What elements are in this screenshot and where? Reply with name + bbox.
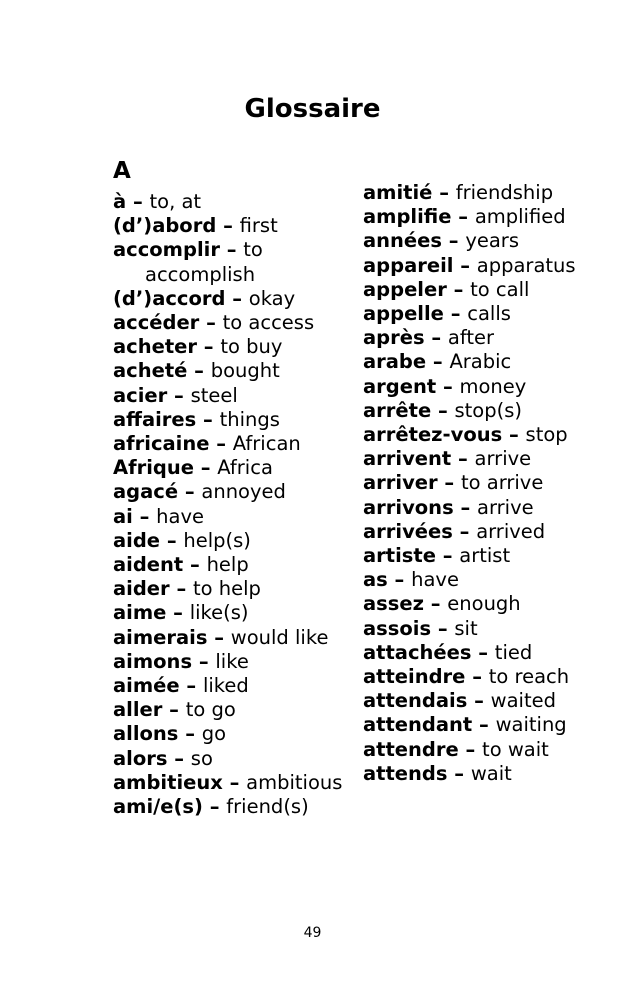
glossary-entry xyxy=(113,577,358,601)
glossary-term: aimerais xyxy=(113,625,208,649)
glossary-term: acheter xyxy=(113,335,197,359)
glossary-entry xyxy=(363,544,588,568)
glossary-entry xyxy=(363,326,588,350)
term-separator: – xyxy=(436,374,460,398)
glossary-definition: like xyxy=(215,649,249,673)
glossary-definition: to accomplish xyxy=(145,238,263,286)
glossary-entry xyxy=(363,302,588,326)
glossary-definition: arrive xyxy=(474,447,532,471)
glossary-entry xyxy=(113,771,358,795)
glossary-term: aller xyxy=(113,698,163,722)
glossary-definition: after xyxy=(447,326,495,350)
term-separator: – xyxy=(216,214,240,238)
term-separator: – xyxy=(178,722,202,746)
term-separator: – xyxy=(424,326,448,350)
section-letter-heading: A xyxy=(113,158,131,184)
term-separator: – xyxy=(502,423,526,447)
glossary-entry xyxy=(363,399,588,423)
glossary-definition: African xyxy=(232,432,301,456)
glossary-definition: bought xyxy=(210,359,280,383)
glossary-entry xyxy=(363,617,588,641)
glossary-entry xyxy=(363,471,588,495)
glossary-definition: to buy xyxy=(220,335,283,359)
term-separator: – xyxy=(441,229,466,253)
glossary-term: aime xyxy=(113,601,167,625)
glossary-term: acier xyxy=(113,383,168,407)
glossary-term: (d’)accord xyxy=(113,286,226,310)
glossary-entry xyxy=(113,238,358,286)
term-separator: – xyxy=(472,713,496,737)
glossary-entry xyxy=(363,738,588,762)
glossary-term: appeler xyxy=(363,277,447,301)
term-separator: – xyxy=(209,432,233,456)
glossary-entry xyxy=(363,641,588,665)
term-separator: – xyxy=(126,190,150,213)
glossary-term: aident xyxy=(113,553,184,577)
term-separator: – xyxy=(160,528,184,552)
glossary-term: accéder xyxy=(113,311,200,335)
glossary-entry xyxy=(363,375,588,399)
glossary-term: alors xyxy=(113,746,168,770)
glossary-term: affaires xyxy=(113,407,197,431)
term-separator: – xyxy=(225,286,249,310)
glossary-definition: okay xyxy=(248,286,296,310)
glossary-entry xyxy=(113,747,358,771)
glossary-definition: money xyxy=(459,374,527,398)
term-separator: – xyxy=(451,205,475,229)
glossary-definition: to go xyxy=(185,698,236,722)
glossary-definition: to access xyxy=(222,311,315,335)
glossary-entry xyxy=(113,505,358,529)
glossary-definition: things xyxy=(219,407,280,431)
glossary-entry xyxy=(113,408,358,432)
term-separator: – xyxy=(162,698,186,722)
glossary-term: attendais xyxy=(363,689,468,713)
term-separator: – xyxy=(183,553,207,577)
term-separator: – xyxy=(169,577,193,601)
glossary-term: arrivent xyxy=(363,447,452,471)
glossary-definition: apparatus xyxy=(476,253,576,277)
glossary-term: aimée xyxy=(113,674,180,698)
glossary-term: arriver xyxy=(363,471,438,495)
glossary-term: à xyxy=(113,190,127,213)
glossary-definition: would like xyxy=(230,625,329,649)
glossary-entry xyxy=(113,795,358,819)
glossary-definition: help(s) xyxy=(183,528,251,552)
glossary-entry xyxy=(113,287,358,311)
glossary-entry xyxy=(363,278,588,302)
glossary-definition: waited xyxy=(490,689,556,713)
glossary-entry xyxy=(113,650,358,674)
glossary-term: accomplir xyxy=(113,238,220,262)
glossary-definition: like(s) xyxy=(189,601,249,625)
glossary-definition: amplified xyxy=(474,205,566,229)
page-number: 49 xyxy=(303,925,322,941)
glossary-term: appelle xyxy=(363,302,444,326)
glossary-term: années xyxy=(363,229,442,253)
glossary-entry xyxy=(363,350,588,374)
term-separator: – xyxy=(453,253,477,277)
glossary-term: arrivons xyxy=(363,495,454,519)
glossary-definition: enough xyxy=(447,592,521,616)
glossary-entry xyxy=(113,335,358,359)
glossary-definition: steel xyxy=(190,383,238,407)
glossary-term: assez xyxy=(363,592,424,616)
glossary-entry xyxy=(113,480,358,504)
glossary-definition: to wait xyxy=(482,737,549,761)
term-separator: – xyxy=(187,359,211,383)
glossary-entry xyxy=(363,423,588,447)
glossary-entry xyxy=(363,762,588,786)
term-separator: – xyxy=(452,519,477,543)
term-separator: – xyxy=(167,746,191,770)
glossary-definition: to arrive xyxy=(460,471,544,495)
glossary-term: ami/e(s) xyxy=(113,795,203,819)
term-separator: – xyxy=(458,737,483,761)
glossary-term: atteindre xyxy=(363,665,466,689)
glossary-entry xyxy=(113,384,358,408)
glossary-entry xyxy=(113,698,358,722)
term-separator: – xyxy=(426,350,450,374)
glossary-term: artiste xyxy=(363,544,436,568)
term-separator: – xyxy=(435,544,460,568)
term-separator: – xyxy=(192,649,216,673)
glossary-definition: arrived xyxy=(476,519,546,543)
glossary-term: as xyxy=(363,568,388,592)
glossary-term: appareil xyxy=(363,253,454,277)
glossary-definition: friendship xyxy=(455,181,554,204)
term-separator: – xyxy=(451,447,475,471)
glossary-column-right xyxy=(363,181,588,786)
glossary-definition: liked xyxy=(202,674,249,698)
term-separator: – xyxy=(453,495,478,519)
glossary-term: agacé xyxy=(113,480,179,504)
term-separator: – xyxy=(193,456,218,480)
glossary-definition: Arabic xyxy=(449,350,512,374)
glossary-entry xyxy=(363,205,588,229)
glossary-definition: ambitious xyxy=(246,770,343,794)
term-separator: – xyxy=(166,601,190,625)
term-separator: – xyxy=(467,689,491,713)
glossary-term: attends xyxy=(363,761,448,785)
glossary-entry xyxy=(363,520,588,544)
glossary-entry xyxy=(113,529,358,553)
glossary-entry xyxy=(363,689,588,713)
glossary-entry xyxy=(363,254,588,278)
glossary-term: après xyxy=(363,326,425,350)
glossary-entry xyxy=(363,665,588,689)
term-separator: – xyxy=(471,640,495,664)
glossary-definition: annoyed xyxy=(201,480,286,504)
term-separator: – xyxy=(197,335,221,359)
term-separator: – xyxy=(207,625,231,649)
glossary-term: attendre xyxy=(363,737,459,761)
glossary-definition: first xyxy=(239,214,278,238)
glossary-definition: artist xyxy=(459,544,511,568)
glossary-definition: stop xyxy=(525,423,568,447)
term-separator: – xyxy=(423,592,448,616)
term-separator: – xyxy=(446,277,471,301)
glossary-definition: wait xyxy=(470,761,512,785)
glossary-entry xyxy=(113,674,358,698)
glossary-definition: Africa xyxy=(217,456,273,480)
term-separator: – xyxy=(196,407,220,431)
glossary-definition: friend(s) xyxy=(226,795,309,819)
glossary-definition: arrive xyxy=(477,495,534,519)
glossary-term: amitié xyxy=(363,181,433,204)
term-separator: – xyxy=(167,383,191,407)
term-separator: – xyxy=(432,181,456,204)
glossary-column-left xyxy=(113,190,358,819)
term-separator: – xyxy=(387,568,412,592)
term-separator: – xyxy=(431,616,455,640)
glossary-term: allons xyxy=(113,722,179,746)
glossary-definition: go xyxy=(201,722,227,746)
glossary-term: arrête xyxy=(363,398,432,422)
term-separator: – xyxy=(431,398,455,422)
glossary-term: africaine xyxy=(113,432,210,456)
glossary-entry xyxy=(113,432,358,456)
glossary-term: arrêtez-vous xyxy=(363,423,503,447)
glossary-term: (d’)abord xyxy=(113,214,217,238)
glossary-definition: sit xyxy=(454,616,478,640)
glossary-definition: stop(s) xyxy=(454,398,522,422)
glossary-entry xyxy=(113,722,358,746)
glossary-definition: to, at xyxy=(149,190,202,213)
glossary-term: argent xyxy=(363,374,437,398)
glossary-term: arabe xyxy=(363,350,427,374)
term-separator: – xyxy=(222,770,247,794)
glossary-entry xyxy=(363,592,588,616)
glossary-definition: to call xyxy=(470,277,530,301)
glossary-term: aider xyxy=(113,577,170,601)
term-separator: – xyxy=(178,480,202,504)
glossary-term: amplifie xyxy=(363,205,452,229)
glossary-definition: years xyxy=(465,229,519,253)
glossary-definition: help xyxy=(206,553,249,577)
glossary-term: Afrique xyxy=(113,456,194,480)
glossary-term: acheté xyxy=(113,359,188,383)
glossary-entry xyxy=(113,626,358,650)
term-separator: – xyxy=(202,795,227,819)
glossary-entry xyxy=(363,496,588,520)
glossary-entry xyxy=(113,311,358,335)
term-separator: – xyxy=(465,665,489,689)
glossary-definition: waiting xyxy=(495,713,567,737)
glossary-term: aimons xyxy=(113,649,193,673)
glossary-entry xyxy=(363,447,588,471)
page-title: Glossaire xyxy=(244,94,381,124)
glossary-entry xyxy=(113,553,358,577)
glossary-definition: have xyxy=(156,504,205,528)
term-separator: – xyxy=(447,761,471,785)
glossary-entry xyxy=(113,359,358,383)
glossary-term: aide xyxy=(113,528,161,552)
glossary-entry xyxy=(113,456,358,480)
glossary-term: attachées xyxy=(363,640,472,664)
glossary-term: ai xyxy=(113,504,133,528)
glossary-definition: to reach xyxy=(488,665,570,689)
glossary-entry xyxy=(363,713,588,737)
term-separator: – xyxy=(437,471,461,495)
term-separator: – xyxy=(179,674,203,698)
glossary-entry xyxy=(363,181,588,205)
glossary-entry xyxy=(113,190,358,214)
glossary-entry xyxy=(363,229,588,253)
glossary-entry xyxy=(363,568,588,592)
term-separator: – xyxy=(132,504,157,528)
glossary-term: attendant xyxy=(363,713,473,737)
glossary-term: assois xyxy=(363,616,432,640)
glossary-definition: so xyxy=(190,746,213,770)
term-separator: – xyxy=(219,238,244,262)
term-separator: – xyxy=(199,311,223,335)
term-separator: – xyxy=(443,302,468,326)
glossary-definition: to help xyxy=(192,577,261,601)
glossary-entry xyxy=(113,601,358,625)
glossary-term: ambitieux xyxy=(113,770,223,794)
glossary-term: arrivées xyxy=(363,519,453,543)
glossary-definition: have xyxy=(411,568,459,592)
glossary-definition: tied xyxy=(494,640,533,664)
glossary-definition: calls xyxy=(467,302,511,326)
glossary-entry xyxy=(113,214,358,238)
